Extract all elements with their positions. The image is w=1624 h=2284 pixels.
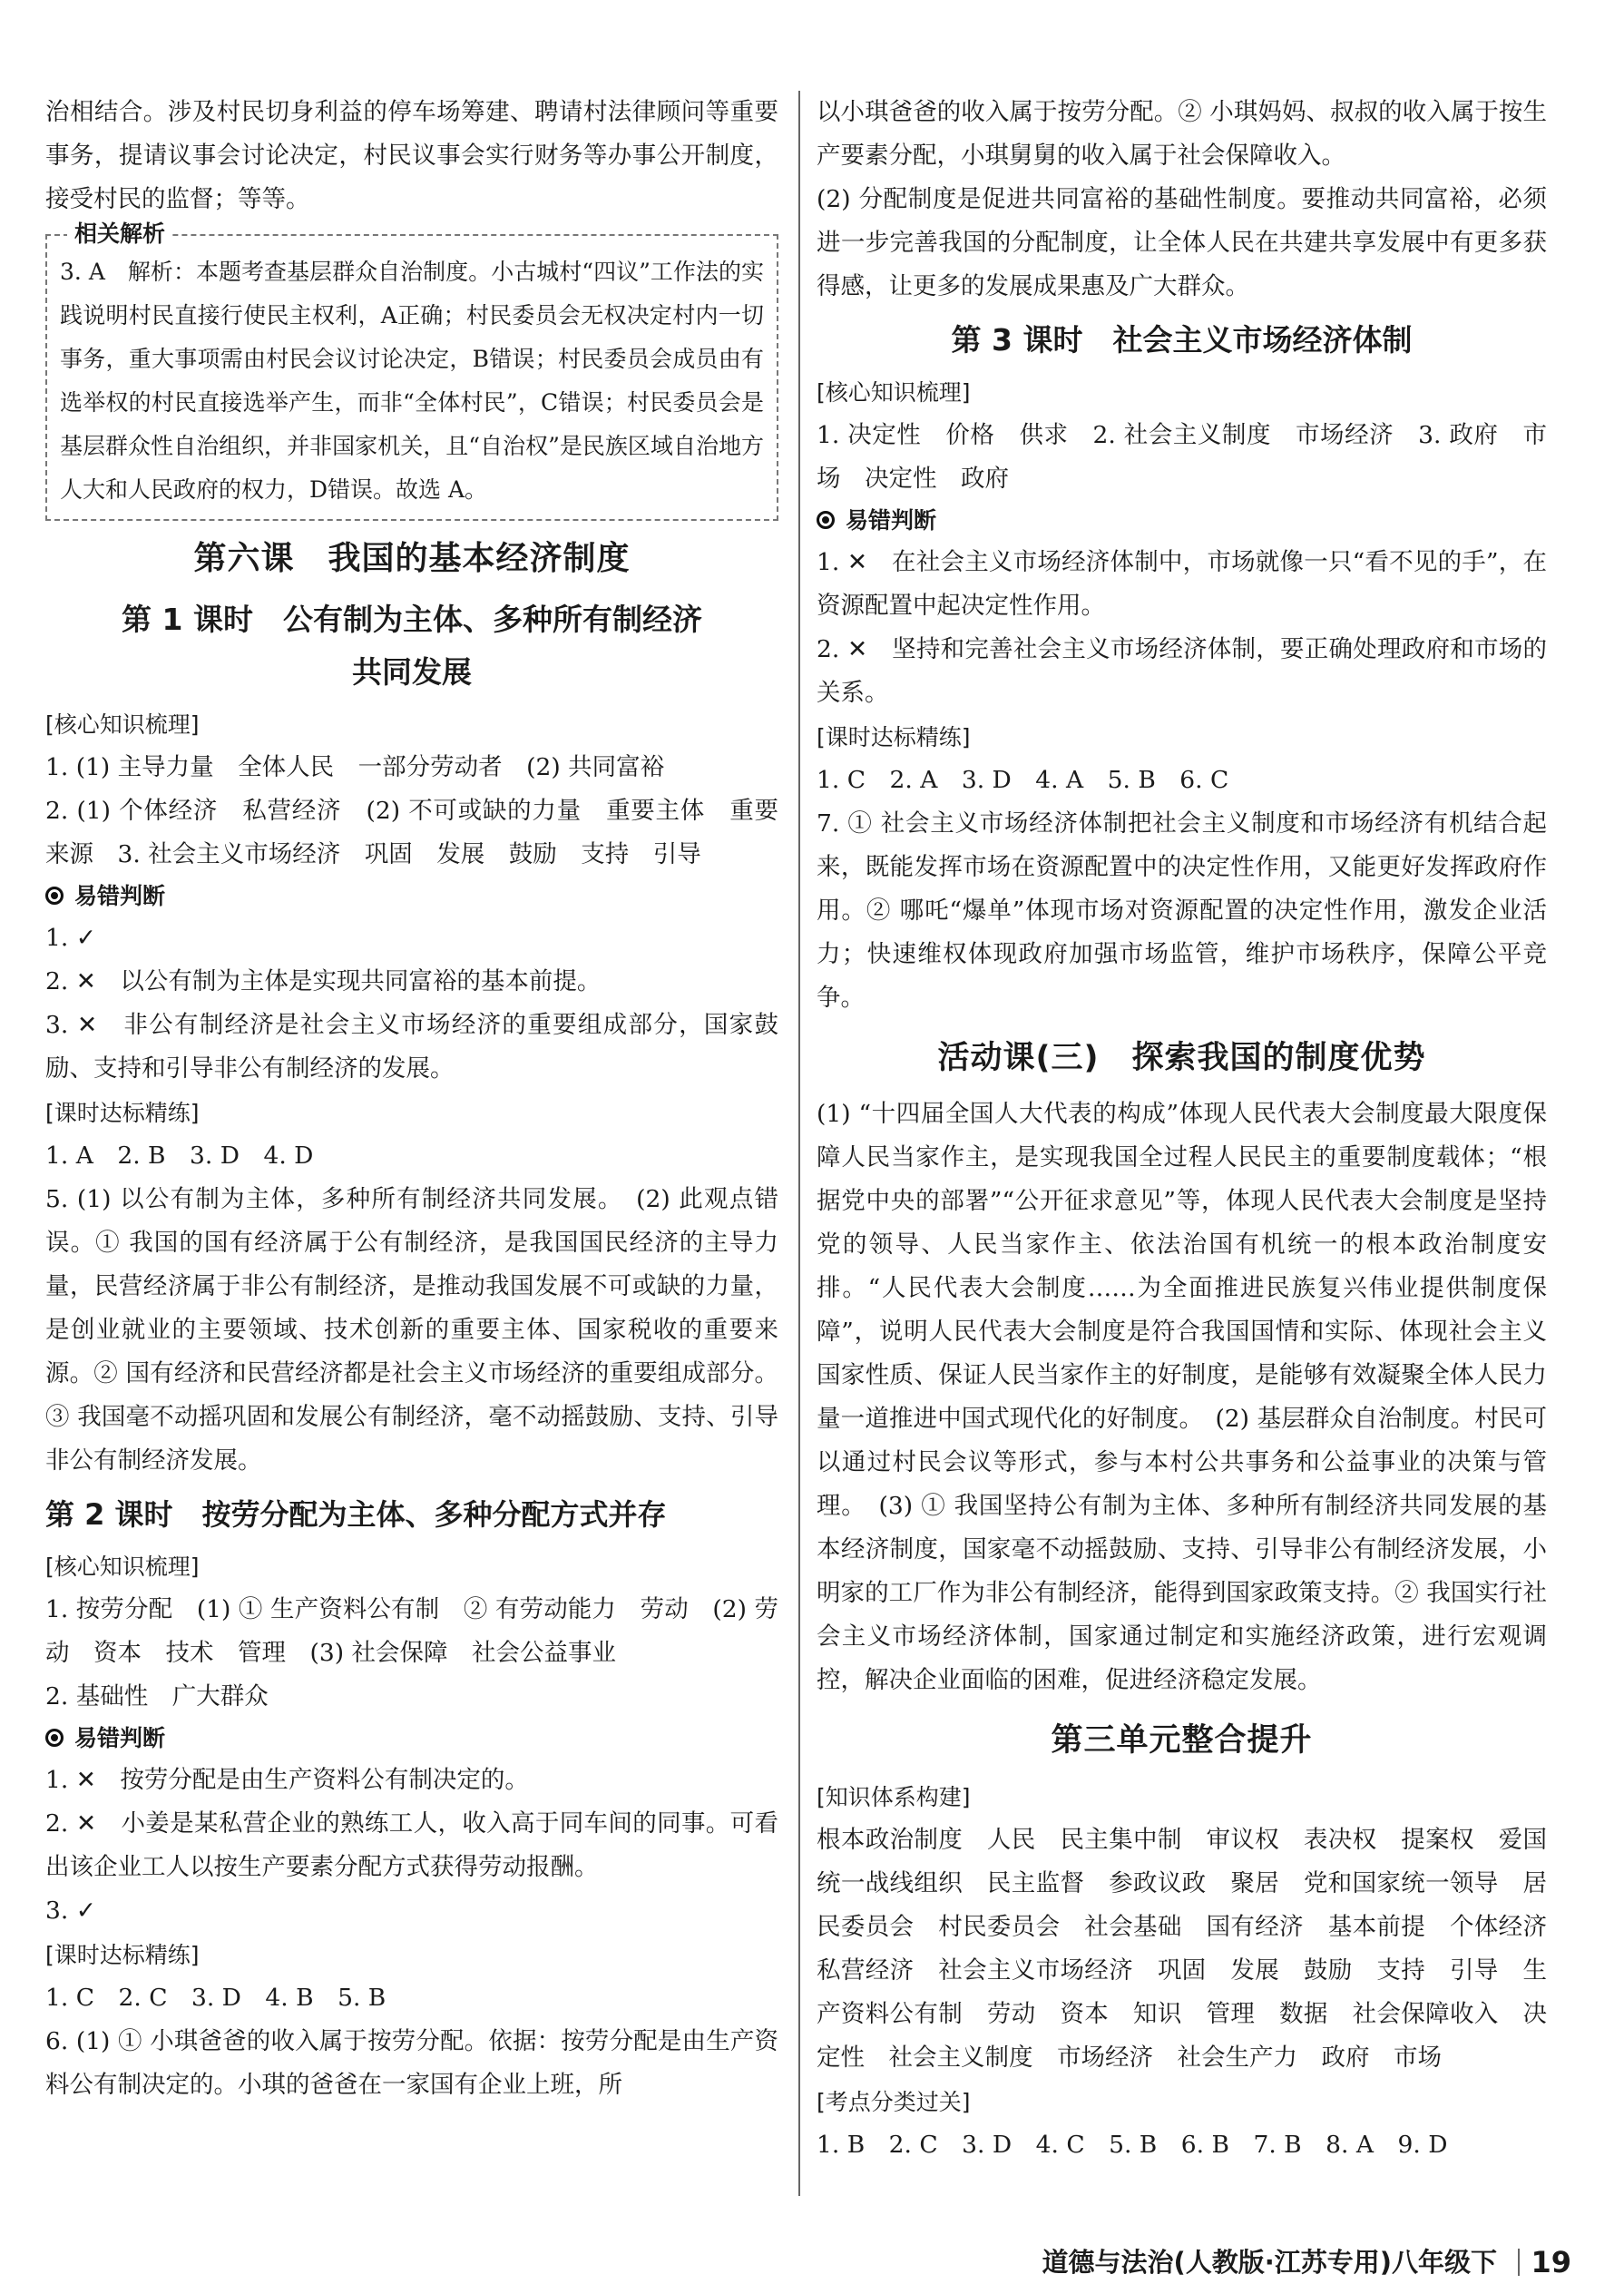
analysis-text: 3. A 解析：本题考查基层群众自治制度。小古城村“四议”工作法的实践说明村民直接行使民主权利，A正确；村民委员会无权决定村内一切事务，重大事项需由村民会议讨论决定，B错误；村民委员会成员由有选举权的村民直接选举产生，而非“全体村民”，C错误；村民委员会是基层群众性自治组织，并非国家机关，且“自治权”是民族区域自治地方人大和人民政府的权力，D错误。故选 A。 [60, 259, 764, 503]
section3-judge-1: 1. ✕ 在社会主义市场经济体制中，市场就像一只“看不见的手”，在资源配置中起决定性作用。 [817, 548, 1547, 620]
section1-core-tag: [ 核心知识梳理 ] [45, 708, 200, 742]
section2-practice-tag: [ 课时达标精练 ] [45, 1938, 200, 1973]
page-number: 19 [1531, 2245, 1571, 2279]
section1-judge-heading: 易错判断 [45, 877, 778, 917]
book-title: 道德与法治(人教版·江苏专用)八年级下 [1042, 2247, 1497, 2278]
bullet-icon [817, 511, 835, 529]
section1-title-line1: 第 1 课时 公有制为主体、多种所有制经济 [122, 602, 702, 637]
section2-judge-heading: 易错判断 [45, 1719, 778, 1759]
section3-question7: 7. ① 社会主义市场经济体制把社会主义制度和市场经济有机结合起来，既能发挥市场在资源配置中的决定性作用，又能更好发挥政府作用。② 哪吒“爆单”体现市场对资源配置的决定性作用，激发企业活力；快速维权体现政府加强市场监管，维护市场秩序，保障公平竞争。 [817, 809, 1547, 1012]
section3-judge-heading: 易错判断 [817, 501, 1547, 541]
analysis-box [45, 221, 778, 521]
section3-answers: 1. C 2. A 3. D 4. A 5. B 6. C [817, 766, 1229, 794]
section2-judge-1: 1. ✕ 按劳分配是由生产资料公有制决定的。 [45, 1766, 529, 1794]
section1-title-line2: 共同发展 [352, 654, 472, 690]
footer-separator [1518, 2249, 1520, 2276]
bullet-icon [45, 887, 64, 905]
analysis-box-title: 相关解析 [67, 216, 172, 252]
section1-judge-3: 3. ✕ 非公有制经济是社会主义市场经济的重要组成部分，国家鼓励、支持和引导非公有制经济的发展。 [45, 1011, 778, 1083]
section3-core-tag: [ 核心知识梳理 ] [817, 376, 971, 410]
section2-answers: 1. C 2. C 3. D 4. B 5. B [45, 1984, 386, 2012]
unit-title: 第三单元整合提升 [1051, 1722, 1313, 1759]
section2-question6: 6. (1) ① 小琪爸爸的收入属于按劳分配。依据：按劳分配是由生产资料公有制决定的。小琪的爸爸在一家国有企业上班，所 [45, 2027, 778, 2099]
activity-answer: (1) “十四届全国人大代表的构成”体现人民代表大会制度最大限度保障人民当家作主，是实现我国全过程人民民主的重要制度载体；“根据党中央的部署”“公开征求意见”等，体现人民代表大会制度是坚持党的领导、人民当家作主、依法治国有机统一的根本政治制度安排。“人民代表大会制度……为全面推进民族复兴伟业提供制度保障”，说明人民代表大会制度是符合我国国情和实际、体现社会主义国家性质、保证人民当家作主的好制度，是能够有效凝聚全体人民力量一道推进中国式现代化的好制度。 (2) 基层群众自治制度。村民可以通过村民会议等形式，参与本村公共事务和公益事业的决策与管理。 (3) ① 我国坚持公有制为主体、多种所有制经济共同发展的基本经济制度，国家毫不动摇鼓励、支持、引导非公有制经济发展，小明家的工厂作为非公有制经济，能得到国家政策支持。② 我国实行社会主义市场经济体制，国家通过制定和实施经济政策，进行宏观调控，解决企业面临的困难，促进经济稳定发展。 [817, 1100, 1547, 1694]
section1-judge-1: 1. ✓ [45, 924, 96, 952]
section3-judge-2: 2. ✕ 坚持和完善社会主义市场经济体制，要正确处理政府和市场的关系。 [817, 635, 1547, 707]
section3-knowledge-1: 1. 决定性 价格 供求 2. 社会主义制度 市场经济 3. 政府 市场 决定性 政府 [817, 421, 1547, 493]
section2-core-tag: [ 核心知识梳理 ] [45, 1550, 200, 1584]
section3-title: 第 3 课时 社会主义市场经济体制 [951, 322, 1413, 358]
section1-question5: 5. (1) 以公有制为主体，多种所有制经济共同发展。 (2) 此观点错误。① 我国的国有经济属于公有制经济，是我国国民经济的主导力量，民营经济属于非公有制经济，是推动我国发展不可或缺的力量，是创业就业的主要领域、技术创新的重要主体、国家税收的重要来源。② 国有经济和民营经济都是社会主义市场经济的重要组成部分。③ 我国毫不动摇巩固和发展公有制经济，毫不动摇鼓励、支持、引导非公有制经济发展。 [45, 1185, 778, 1475]
continued-answer: 以小琪爸爸的收入属于按劳分配。② 小琪妈妈、叔叔的收入属于按生产要素分配，小琪舅舅的收入属于社会保障收入。 [817, 98, 1547, 170]
section2-knowledge-1: 1. 按劳分配 (1) ① 生产资料公有制 ② 有劳动能力 劳动 (2) 劳动 资本 技术 管理 (3) 社会保障 社会公益事业 [45, 1595, 778, 1667]
left-column [45, 91, 778, 2107]
section2-judge-2: 2. ✕ 小姜是某私营企业的熟练工人，收入高于同车间的同事。可看出该企业工人以按生产要素分配方式获得劳动报酬。 [45, 1809, 778, 1881]
unit-knowledge: 根本政治制度 人民 民主集中制 审议权 表决权 提案权 爱国统一战线组织 民主监督 参政议政 聚居 党和国家统一领导 居民委员会 村民委员会 社会基础 国有经济 基本前提 个体经济 私营经济 社会主义市场经济 巩固 发展 鼓励 支持 引导 生产资料公有制 劳动 资本 知识 管理 数据 社会保障收入 决定性 社会主义制度 市场经济 社会生产力 政府 市场 [817, 1826, 1571, 2072]
section1-judge-2: 2. ✕ 以公有制为主体是实现共同富裕的基本前提。 [45, 967, 602, 995]
unit-exam-tag: [ 考点分类过关 ] [817, 2085, 971, 2120]
intro-paragraph: 治相结合。涉及村民切身利益的停车场筹建、聘请村法律顾问等重要事务，提请议事会讨论决定，村民议事会实行财务等办事公开制度，接受村民的监督；等等。 [45, 98, 778, 213]
page-footer [934, 2241, 1588, 2283]
continued-answer-2: (2) 分配制度是促进共同富裕的基础性制度。要推动共同富裕，必须进一步完善我国的分配制度，让全体人民在共建共享发展中有更多获得感，让更多的发展成果惠及广大群众。 [817, 185, 1547, 300]
section1-answers: 1. A 2. B 3. D 4. D [45, 1142, 314, 1170]
bullet-icon [45, 1729, 64, 1747]
unit-system-tag: [ 知识体系构建 ] [817, 1780, 971, 1815]
section3-practice-tag: [ 课时达标精练 ] [817, 720, 971, 755]
section2-knowledge-2: 2. 基础性 广大群众 [45, 1682, 269, 1711]
activity-title: 活动课(三) 探索我国的制度优势 [937, 1040, 1426, 1076]
section2-title: 第 2 课时 按劳分配为主体、多种分配方式并存 [45, 1497, 667, 1532]
column-divider [798, 91, 800, 2196]
section2-judge-3: 3. ✓ [45, 1897, 96, 1925]
section1-practice-tag: [ 课时达标精练 ] [45, 1096, 200, 1131]
section1-knowledge-1: 1. (1) 主导力量 全体人民 一部分劳动者 (2) 共同富裕 [45, 753, 665, 781]
section1-knowledge-2: 2. (1) 个体经济 私营经济 (2) 不可或缺的力量 重要主体 重要来源 3. 社会主义市场经济 巩固 发展 鼓励 支持 引导 [45, 797, 778, 868]
lesson-title: 第六课 我国的基本经济制度 [193, 540, 631, 577]
right-column [817, 91, 1571, 2167]
unit-answers: 1. B 2. C 3. D 4. C 5. B 6. B 7. B 8. A 9. D [817, 2131, 1448, 2159]
